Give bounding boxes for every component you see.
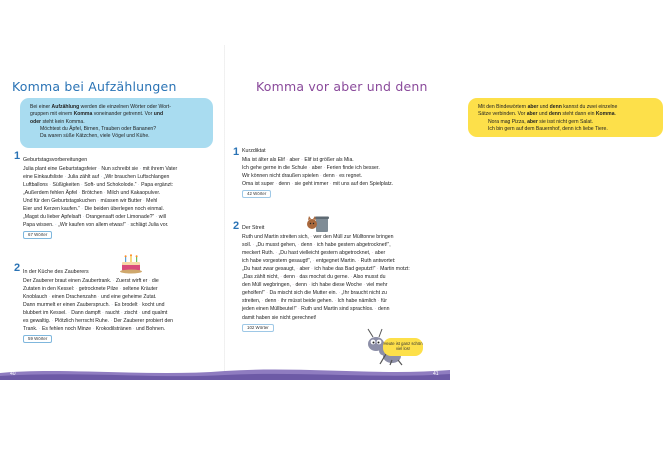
comma-gap-marker: · xyxy=(63,174,68,181)
text-chunk: jeden einen Müllbeutel!“ xyxy=(242,306,297,313)
text-chunk: „Das zählt nicht, xyxy=(242,274,279,281)
comma-gap-marker: · xyxy=(294,274,300,281)
text-line xyxy=(23,317,219,325)
comma-gap-marker: · xyxy=(131,326,136,333)
text-chunk: kocht und xyxy=(142,302,165,309)
comma-gap-marker: · xyxy=(81,214,86,221)
word-count-badge: 102 Wörter xyxy=(242,324,274,332)
text-chunk: schlägt Julia vor. xyxy=(130,222,169,229)
comma-gap-marker: · xyxy=(312,242,317,249)
text-chunk: „Du hast vielleicht gestern abgetrocknet, xyxy=(278,250,371,257)
text-chunk: Wir können nicht draußen spielen xyxy=(242,173,319,180)
text-chunk: Nun schreibt sie xyxy=(101,166,139,173)
text-chunk: Luftballons xyxy=(23,182,48,189)
text-chunk: Ich habe nämlich xyxy=(337,298,377,305)
text-chunk: Mia ist älter als Elif xyxy=(242,157,285,164)
comma-gap-marker: · xyxy=(322,165,327,172)
text-chunk: getrocknete Pilze xyxy=(78,286,119,293)
text-chunk: Es fehlen noch Minze xyxy=(41,326,92,333)
rule-keyword: Aufzählung xyxy=(51,104,80,110)
comma-gap-marker: · xyxy=(47,294,52,301)
comma-gap-marker: · xyxy=(102,190,108,197)
right-exercise-1-number: 1 xyxy=(233,146,240,158)
text-chunk: das mochst du gerne. xyxy=(299,274,349,281)
left-exercise-2 xyxy=(23,268,219,343)
text-line xyxy=(23,189,219,197)
comma-gap-marker: · xyxy=(328,181,333,188)
rule-text: Nora mag Pizza, xyxy=(488,118,528,125)
rule-text: und xyxy=(538,104,550,110)
text-chunk: mit uns auf den Spielplatz. xyxy=(332,181,394,188)
rule-keyword: denn xyxy=(548,111,561,118)
word-count-badge: 42 Wörter xyxy=(242,190,271,198)
text-chunk: es regnet. xyxy=(339,173,363,180)
text-chunk: Ich gehe gerne in die Schule xyxy=(242,165,308,172)
text-chunk: denn xyxy=(278,181,291,188)
text-chunk: und eine geheime Zutat. xyxy=(101,294,157,301)
comma-gap-marker: · xyxy=(125,222,131,229)
text-chunk: denn xyxy=(323,173,335,180)
rule-text: steht kein Komma. xyxy=(41,118,85,125)
text-chunk: damit haben sie nicht gerechnet! xyxy=(242,314,317,321)
text-chunk: Der Zauberer braut einen Zaubertrank. xyxy=(23,278,112,285)
text-chunk: mit ihrem Vater xyxy=(142,166,178,173)
text-chunk: und Bohnen. xyxy=(136,326,166,333)
text-chunk: ihr müsst beide gehen. xyxy=(280,298,333,305)
comma-gap-marker: · xyxy=(137,302,143,309)
comma-gap-marker: · xyxy=(290,282,296,289)
comma-gap-marker: · xyxy=(147,278,152,285)
text-line xyxy=(23,301,219,309)
comma-gap-marker: · xyxy=(66,310,72,317)
comma-gap-marker: · xyxy=(99,174,104,181)
comma-gap-marker: · xyxy=(375,266,381,273)
text-line xyxy=(23,173,219,181)
comma-gap-marker: · xyxy=(376,298,381,305)
text-chunk: denn xyxy=(300,242,313,249)
rule-keyword: Komma xyxy=(595,111,615,118)
text-chunk: Oma ist super xyxy=(242,181,274,188)
text-chunk: Elif ist größer als Mia. xyxy=(304,157,354,164)
text-chunk: Julia zählt auf xyxy=(67,174,100,181)
text-chunk: viel mehr xyxy=(366,282,388,289)
comma-gap-marker: · xyxy=(296,306,302,313)
left-page-number: 40 xyxy=(10,371,16,377)
rule-keyword: aber xyxy=(527,118,538,125)
right-page xyxy=(225,0,618,450)
comma-gap-marker: · xyxy=(373,306,379,313)
text-chunk: seltene Kräuter xyxy=(122,286,158,293)
text-chunk: Der Zauberer probiert den xyxy=(113,318,174,325)
comma-gap-marker: · xyxy=(274,250,279,257)
rule-keyword: denn xyxy=(549,104,562,110)
left-exercise-1-title: Geburtstagsvorbereitungen xyxy=(23,157,88,163)
comma-gap-marker: · xyxy=(53,222,59,229)
comma-gap-marker: · xyxy=(138,166,143,173)
comma-gap-marker: · xyxy=(154,214,159,221)
text-line xyxy=(242,233,442,241)
left-rule-line-1 xyxy=(30,104,205,111)
text-chunk: Dann murmelt er einen Zauberspruch. xyxy=(23,302,110,309)
rule-text: steht dann ein xyxy=(561,111,596,118)
speech-bubble: Heute ist ganz schön viel los! xyxy=(383,338,423,356)
text-chunk: meckert Ruth. xyxy=(242,250,274,257)
text-chunk: Süßigkeiten xyxy=(52,182,80,189)
text-chunk: Die beiden überlegen noch einmal. xyxy=(84,206,164,213)
left-exercise-1 xyxy=(23,156,219,239)
text-chunk: Eier und Kerzen kaufen.“ xyxy=(23,206,80,213)
text-chunk: Papa wissen. xyxy=(23,222,54,229)
comma-gap-marker: · xyxy=(336,290,342,297)
comma-gap-marker: · xyxy=(95,198,101,205)
text-line xyxy=(23,293,219,301)
text-chunk: Mehl xyxy=(146,198,158,205)
rule-keyword: und xyxy=(153,111,164,118)
text-chunk: Krokodilstränen xyxy=(95,326,132,333)
comma-gap-marker: · xyxy=(119,310,125,317)
right-rule-line-2 xyxy=(478,111,655,118)
rule-text: . xyxy=(614,111,616,118)
rule-text: Sätze verbinden. Vor xyxy=(478,111,527,118)
text-chunk: Brötchen xyxy=(81,190,103,197)
rule-text: Mit den Bindewörtern xyxy=(478,104,528,110)
text-chunk: Orangensaft oder Limonade?“ xyxy=(85,214,155,221)
text-chunk: Trank. xyxy=(23,326,38,333)
rule-keyword: aber xyxy=(527,104,539,110)
text-line xyxy=(242,257,442,265)
rule-text: Bei einer xyxy=(30,104,52,110)
footer-wave xyxy=(0,367,450,380)
text-line xyxy=(23,277,219,285)
text-chunk: „Magst du lieber Apfelsaft xyxy=(23,214,82,221)
comma-gap-marker: · xyxy=(137,310,142,317)
text-chunk: blubbert im Kessel. xyxy=(23,310,67,317)
right-page-number: 41 xyxy=(433,371,439,377)
text-line xyxy=(23,165,219,173)
left-rule-box xyxy=(20,98,213,148)
rule-keyword: Komma xyxy=(73,111,93,118)
text-line xyxy=(242,180,442,188)
comma-gap-marker: · xyxy=(332,298,338,305)
comma-gap-marker: · xyxy=(47,182,53,189)
comma-gap-marker: · xyxy=(334,173,340,180)
comma-gap-marker: · xyxy=(79,206,85,213)
right-exercise-2-number: 2 xyxy=(233,220,240,232)
right-exercise-1-title: Kurzdiktat xyxy=(242,148,266,154)
rule-text: und xyxy=(537,111,549,118)
left-exercise-1-number: 1 xyxy=(14,150,21,162)
text-line xyxy=(23,197,219,205)
text-chunk: Dann dampft xyxy=(71,310,101,317)
text-line xyxy=(242,249,442,257)
comma-gap-marker: · xyxy=(276,298,281,305)
comma-gap-marker: · xyxy=(311,258,317,265)
left-exercise-2-number: 2 xyxy=(14,262,21,274)
comma-gap-marker: · xyxy=(37,326,42,333)
text-chunk: aber xyxy=(374,250,386,257)
text-chunk: Ferien finde ich besser. xyxy=(326,165,380,172)
text-chunk: die xyxy=(151,278,159,285)
comma-gap-marker: · xyxy=(96,166,102,173)
comma-gap-marker: · xyxy=(74,286,79,293)
word-count-badge: 59 Wörter xyxy=(23,335,52,343)
text-chunk: Knoblauch xyxy=(23,294,48,301)
rule-text: sie isst nicht gern Salat. xyxy=(537,118,594,125)
text-chunk: Julia plant eine Geburtstagsfeier xyxy=(23,166,97,173)
rule-text: gruppen mit einem xyxy=(30,111,74,118)
text-line xyxy=(242,156,442,164)
comma-gap-marker: · xyxy=(318,173,324,180)
text-chunk: und qualmt xyxy=(141,310,168,317)
left-rule-line-2 xyxy=(30,111,205,118)
text-chunk: für xyxy=(380,298,387,305)
text-line xyxy=(23,285,219,293)
left-example-2: Da waren süße Kätzchen, viele Vögel und Kühe. xyxy=(40,133,150,140)
comma-gap-marker: · xyxy=(251,242,256,249)
comma-gap-marker: · xyxy=(361,282,367,289)
text-chunk: geholfen!“ xyxy=(242,290,265,297)
right-example-1 xyxy=(478,119,655,126)
text-chunk: „Du musst gehen, xyxy=(255,242,297,249)
comma-gap-marker: · xyxy=(299,157,305,164)
text-line xyxy=(242,297,442,305)
comma-gap-marker: · xyxy=(274,181,279,188)
comma-gap-marker: · xyxy=(307,165,312,172)
text-chunk: denn xyxy=(264,298,277,305)
rule-text: kannst du zwei einzelne xyxy=(561,104,618,110)
text-chunk: Und für den Geburtstagskuchen xyxy=(23,198,96,205)
text-chunk: ich habe vorgestern gesaugt!“, xyxy=(242,258,312,265)
text-chunk: aber xyxy=(311,165,323,172)
text-chunk: ich habe gestern abgetrocknet!“, xyxy=(316,242,391,249)
text-chunk: den Müll wegbringen, xyxy=(242,282,291,289)
comma-gap-marker: · xyxy=(141,198,147,205)
comma-gap-marker: · xyxy=(308,234,314,241)
left-example-1: Möchtest du Äpfel, Birnen, Trauben oder Bananen? xyxy=(40,125,157,132)
text-line xyxy=(23,309,219,317)
text-chunk: Da mischt sich die Mutter ein. xyxy=(269,290,337,297)
text-chunk: will xyxy=(158,214,166,221)
text-line xyxy=(23,205,219,213)
text-line xyxy=(242,281,442,289)
comma-gap-marker: · xyxy=(118,286,123,293)
text-chunk: Papa ergänzt: xyxy=(141,182,174,189)
left-page xyxy=(0,0,225,450)
comma-gap-marker: · xyxy=(111,278,116,285)
text-chunk: sie geht immer xyxy=(294,181,329,188)
right-example-2: Ich bin gern auf dem Bauernhof, denn ich liebe Tiere. xyxy=(488,125,608,132)
text-line xyxy=(242,289,442,297)
text-line xyxy=(23,325,219,333)
comma-gap-marker: · xyxy=(278,274,284,281)
text-line xyxy=(242,241,442,249)
comma-gap-marker: · xyxy=(77,190,82,197)
comma-gap-marker: · xyxy=(91,326,96,333)
comma-gap-marker: · xyxy=(306,282,312,289)
comma-gap-marker: · xyxy=(284,157,290,164)
right-rule-box xyxy=(468,98,663,137)
comma-gap-marker: · xyxy=(109,318,114,325)
comma-gap-marker: · xyxy=(100,310,106,317)
text-chunk: Milch und Kakaopulver. xyxy=(107,190,161,197)
text-chunk: ich habe diese Woche xyxy=(311,282,362,289)
text-chunk: Ruth und Martin sind sprachlos. xyxy=(301,306,374,313)
text-chunk: es gewaltig. xyxy=(23,318,51,325)
comma-gap-marker: · xyxy=(96,294,102,301)
left-rule-line-3 xyxy=(30,119,205,126)
text-chunk: Martin motzt: xyxy=(380,266,410,273)
rule-keyword: aber xyxy=(526,111,538,118)
right-rule-line-1 xyxy=(478,104,655,111)
text-line xyxy=(242,172,442,180)
comma-gap-marker: · xyxy=(109,302,115,309)
text-chunk: Soft- und Schokolode.“ xyxy=(84,182,137,189)
text-chunk: Zutaten in den Kessel: xyxy=(23,286,75,293)
text-chunk: „Außerdem fehlen Äpfel xyxy=(23,190,78,197)
text-chunk: denn xyxy=(378,306,390,313)
text-line xyxy=(242,273,442,281)
comma-gap-marker: · xyxy=(296,242,301,249)
text-line xyxy=(242,265,442,273)
text-chunk: streiten, xyxy=(242,298,261,305)
text-chunk: „Wir kaufen von allem etwas!“ xyxy=(58,222,126,229)
comma-gap-marker: · xyxy=(50,318,55,325)
rule-text: werden die einzelnen Wörter oder Wort- xyxy=(79,104,171,110)
text-chunk: denn xyxy=(283,274,295,281)
text-chunk: müssen wir Butter xyxy=(100,198,142,205)
text-chunk: zischt xyxy=(124,310,138,317)
comma-gap-marker: · xyxy=(309,266,315,273)
comma-gap-marker: · xyxy=(136,182,142,189)
left-exercise-2-title: In der Küche des Zauberers xyxy=(23,269,89,275)
rule-text: voneinander getrennt. Vor xyxy=(92,111,154,118)
text-chunk: „Ihr braucht nicht zu xyxy=(341,290,387,297)
comma-gap-marker: · xyxy=(356,258,361,265)
text-chunk: Es brodelt xyxy=(114,302,138,309)
text-chunk: denn xyxy=(295,282,307,289)
text-chunk: soll. xyxy=(242,242,252,249)
text-line xyxy=(242,164,442,172)
text-chunk: raucht xyxy=(105,310,120,317)
text-chunk: ich habe das Bad geputzt!“ xyxy=(314,266,376,273)
text-chunk: „Du hast zwar gesaugt, xyxy=(242,266,295,273)
text-chunk: aber xyxy=(299,266,310,273)
comma-gap-marker: · xyxy=(260,298,265,305)
text-line xyxy=(23,221,219,229)
comma-gap-marker: · xyxy=(294,266,300,273)
text-chunk: einen Drachenzahn xyxy=(51,294,97,301)
comma-gap-marker: · xyxy=(290,181,295,188)
comma-gap-marker: · xyxy=(79,182,85,189)
text-chunk: eine Einkaufsliste xyxy=(23,174,64,181)
text-chunk: Ruth antwortet: xyxy=(360,258,396,265)
text-chunk: „Wir brauchen Luftschlangen xyxy=(103,174,170,181)
comma-gap-marker: · xyxy=(264,290,270,297)
trash-bin-cat-illustration xyxy=(304,213,332,233)
text-chunk: Also musst du xyxy=(353,274,386,281)
comma-gap-marker: · xyxy=(348,274,354,281)
text-chunk: aber xyxy=(289,157,300,164)
right-page-heading: Komma vor aber und denn xyxy=(256,79,428,94)
word-count-badge: 67 Wörter xyxy=(23,231,52,239)
text-chunk: Plötzlich herrscht Ruhe. xyxy=(54,318,110,325)
text-chunk: entgegnet Martin. xyxy=(316,258,357,265)
rule-keyword: oder xyxy=(30,118,42,125)
left-page-heading: Komma bei Aufzählungen xyxy=(12,79,177,94)
text-chunk: Ruth und Martin streiten sich, xyxy=(242,234,309,241)
comma-gap-marker: · xyxy=(370,250,375,257)
text-chunk: wer den Müll zur Mülltonne bringen xyxy=(313,234,394,241)
right-exercise-2-title: Der Streit xyxy=(242,225,265,231)
text-line xyxy=(23,213,219,221)
right-exercise-1 xyxy=(242,147,442,198)
text-line xyxy=(23,181,219,189)
text-chunk: Zuerst wirft er xyxy=(115,278,148,285)
